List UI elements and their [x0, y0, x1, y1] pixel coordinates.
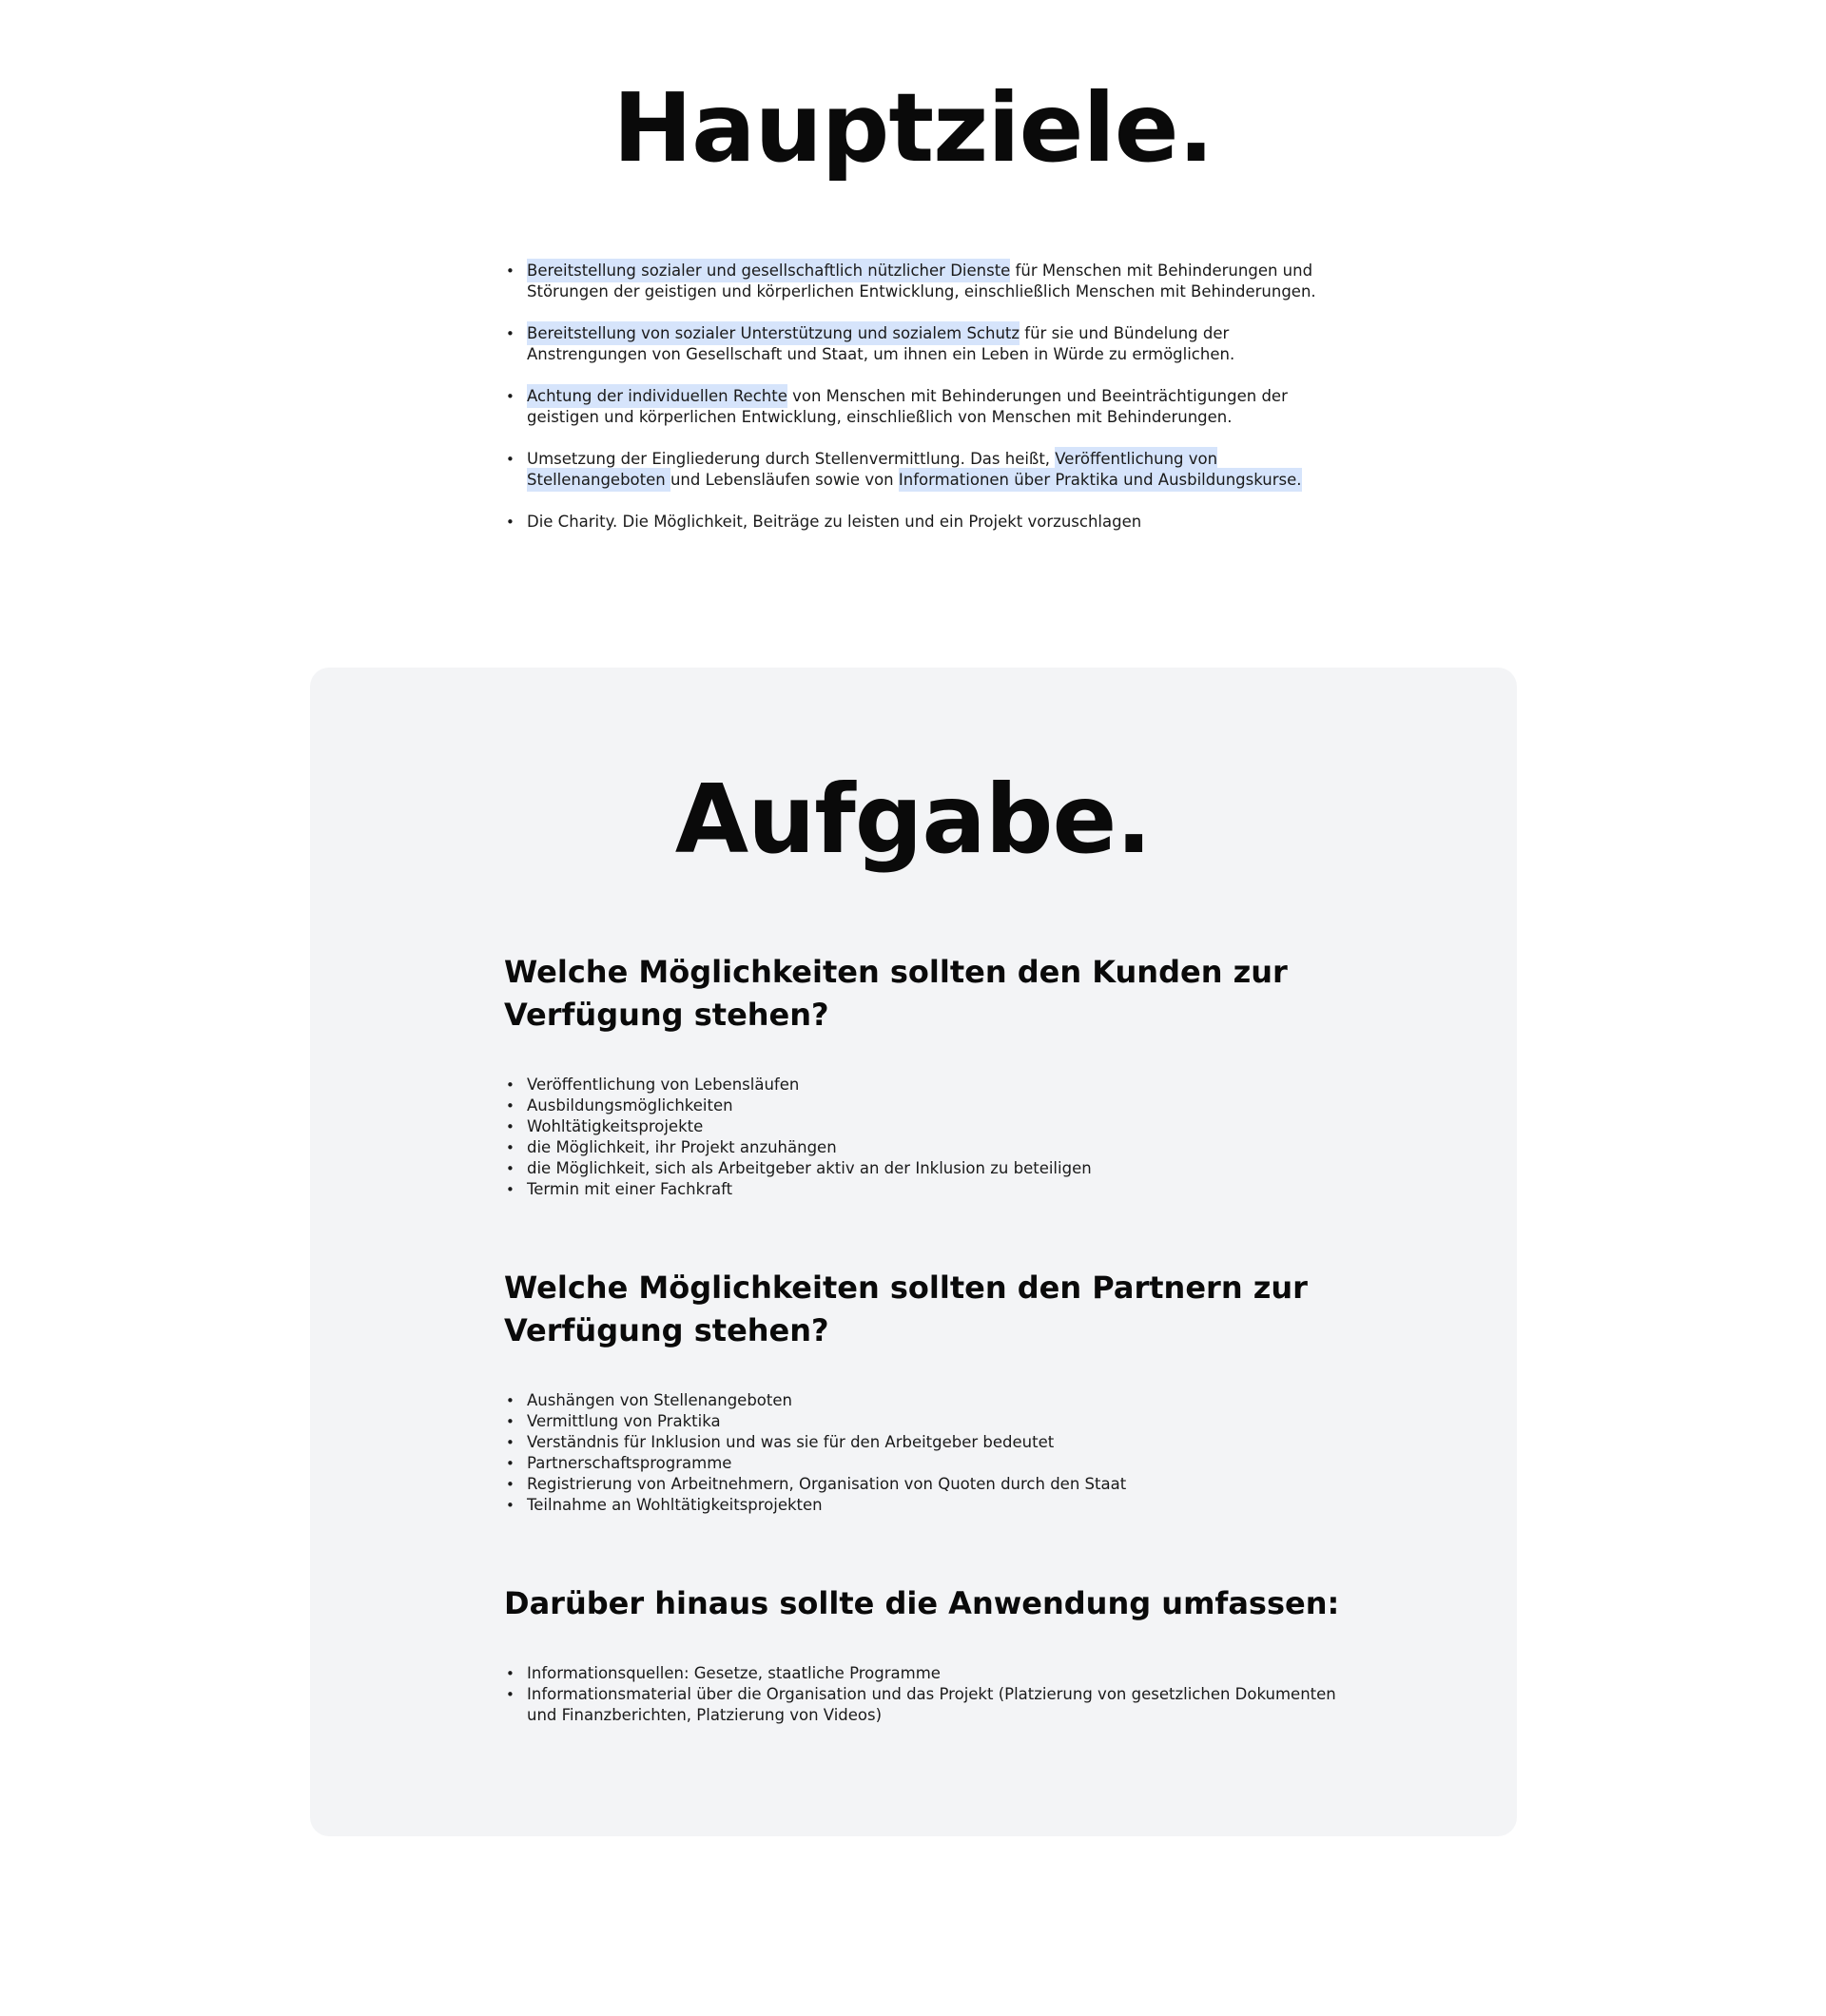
list-item: • Verständnis für Inklusion und was sie für den Arbeitgeber bedeutet: [504, 1432, 1341, 1453]
list-item: • Vermittlung von Praktika: [504, 1411, 1341, 1432]
anwendung-heading: Darüber hinaus sollte die Anwendung umfassen:: [504, 1585, 1340, 1621]
list-item: [504, 323, 1341, 365]
item-text: von Menschen mit Behinderungen und Beeinträchtigungen der geistigen und körperlichen Entwicklung, einschließlich von Menschen mit Behinderungen.: [527, 387, 1288, 426]
list-item: • Termin mit einer Fachkraft: [504, 1179, 1341, 1200]
highlighted-text: Achtung der individuellen Rechte: [527, 384, 787, 408]
list-item: • Informationsquellen: Gesetze, staatliche Programme: [504, 1663, 1341, 1684]
aufgabe-title: Aufgabe.: [674, 764, 1152, 875]
list-item: • Ausbildungsmöglichkeiten: [504, 1095, 1341, 1116]
list-item: • Wohltätigkeitsprojekte: [504, 1116, 1341, 1137]
hauptziele-title: Hauptziele.: [612, 72, 1214, 184]
list-item: [504, 386, 1341, 428]
highlighted-text: Veröffentlichung von Stellenangeboten: [527, 447, 1217, 492]
list-item: • die Möglichkeit, ihr Projekt anzuhängen: [504, 1137, 1341, 1158]
list-item: • Teilnahme an Wohltätigkeitsprojekten: [504, 1495, 1341, 1516]
kunden-heading: Welche Möglichkeiten sollten den Kunden zur Verfügung stehen?: [504, 954, 1288, 1033]
hauptziele-list: [504, 261, 1341, 553]
partner-heading: Welche Möglichkeiten sollten den Partnern zur Verfügung stehen?: [504, 1270, 1308, 1348]
kunden-list: [504, 1075, 1341, 1200]
list-item: [504, 449, 1341, 491]
highlighted-text: Bereitstellung von sozialer Unterstützung und sozialem Schutz: [527, 321, 1020, 345]
item-text: für sie und Bündelung der Anstrengungen von Gesellschaft und Staat, um ihnen ein Leben in Würde zu ermöglichen.: [527, 324, 1235, 363]
item-text: für Menschen mit Behinderungen und Störungen der geistigen und körperlichen Entwicklung, einschließlich Menschen mit Behinderungen.: [527, 262, 1316, 300]
list-item: • Veröffentlichung von Lebensläufen: [504, 1075, 1341, 1095]
list-item: [504, 261, 1341, 302]
highlighted-text: Bereitstellung sozialer und gesellschaftlich nützlicher Dienste: [527, 259, 1010, 282]
item-text: Umsetzung der Eingliederung durch Stellenvermittlung. Das heißt,: [527, 450, 1056, 468]
anwendung-list: [504, 1663, 1341, 1726]
highlighted-text: Informationen über Praktika und Ausbildungskurse.: [899, 468, 1302, 492]
partner-list: [504, 1390, 1341, 1516]
list-item: • Informationsmaterial über die Organisation und das Projekt (Platzierung von gesetzlichen Dokumenten und Finanzberichten, Platzierung von Videos): [504, 1684, 1341, 1726]
list-item: • Aushängen von Stellenangeboten: [504, 1390, 1341, 1411]
list-item: • Registrierung von Arbeitnehmern, Organisation von Quoten durch den Staat: [504, 1474, 1341, 1495]
list-item: • Partnerschaftsprogramme: [504, 1453, 1341, 1474]
item-text: Die Charity. Die Möglichkeit, Beiträge zu leisten und ein Projekt vorzuschlagen: [527, 513, 1142, 531]
list-item: [504, 512, 1341, 533]
list-item: • die Möglichkeit, sich als Arbeitgeber aktiv an der Inklusion zu beteiligen: [504, 1158, 1341, 1179]
item-text: und Lebensläufen sowie von: [670, 471, 899, 489]
